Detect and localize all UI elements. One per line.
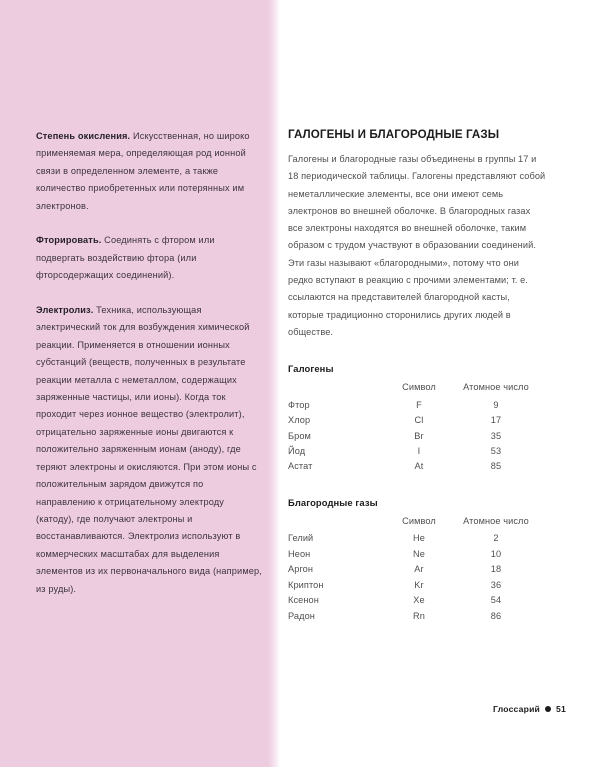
table-header-row	[288, 380, 538, 398]
table-row	[288, 609, 538, 624]
cell-symbol: Br	[414, 430, 424, 441]
cell-atomic-number: 9	[493, 399, 499, 410]
cell-atomic-number: 10	[490, 548, 502, 559]
cell-atomic-number: 53	[490, 446, 502, 457]
cell-symbol: F	[416, 399, 422, 410]
bullet-icon	[545, 706, 551, 712]
cell-symbol: Rn	[413, 610, 425, 621]
column-header-atomic-number: Атомное число	[463, 382, 529, 393]
cell-atomic-number: 54	[490, 595, 502, 606]
cell-element-name: Астат	[288, 461, 313, 472]
glossary-left-column	[36, 128, 264, 598]
cell-symbol: Kr	[414, 579, 424, 590]
glossary-entry	[36, 232, 264, 284]
column-header-symbol: Символ	[402, 515, 436, 526]
column-header-element	[288, 380, 384, 398]
table-row	[288, 459, 538, 474]
cell-element-name: Хлор	[288, 415, 311, 426]
article-right-column	[288, 128, 546, 624]
glossary-definition: Соединять с фтором или подвергать воздействию фтора (или фторсодержащих соединений).	[36, 235, 215, 281]
cell-element-name: Йод	[288, 446, 306, 457]
cell-atomic-number: 17	[490, 415, 502, 426]
glossary-definition: Техника, использующая электрический ток для возбуждения химической реакции. Применяется в отношении ионных субстанций (веществ, полученных в результате реакции металла с неметаллом, содержащих заряженные частицы, или ионы). Когда ток проходит через ионное вещество (электролит), отрицательно заряженные ионы двигаются к положительно заряженным ионам (аноду), где теряют электроны и окисляются. При этом ионы с положительным зарядом движутся по направлению к отрицательному электроду (катоду), где получают электроны и восстанавливаются. Электролиз используют в коммерческих масштабах для выделения элементов из их первоначального вида (например, из руды).	[36, 305, 263, 594]
glossary-entry	[36, 302, 264, 598]
glossary-term: Степень окисления.	[36, 131, 131, 141]
glossary-definition: Искусственная, но широко применяемая мера, определяющая род ионной связи в определенном элементе, а также количество приобретенных или потерянных им электронов.	[36, 131, 250, 211]
table-row	[288, 444, 538, 459]
table-title: Галогены	[288, 363, 334, 375]
cell-atomic-number: 36	[490, 579, 502, 590]
table-row	[288, 562, 538, 577]
halogens-table-block	[288, 363, 546, 475]
table-row	[288, 398, 538, 413]
cell-symbol: Ne	[413, 548, 425, 559]
table-row	[288, 413, 538, 428]
cell-atomic-number: 86	[490, 610, 502, 621]
section-body-text: Галогены и благородные газы объединены в группы 17 и 18 периодической таблицы. Галогены представляют собой неметаллические элементы, все они имеют семь электронов во внешней оболочке. В благородных газах все электроны находятся во внешней оболочке, таким образом с трудом участвуют в образовании соединений. Эти газы называют «благородными», потому что они редко вступают в реакцию с прочими элементами; т. е. ссылаются на представителей благородной касты, которые традиционно сторонились других людей в обществе.	[288, 154, 546, 337]
noble-gases-table	[288, 514, 538, 624]
footer-section-label: Глоссарий	[493, 704, 541, 714]
cell-atomic-number: 85	[490, 461, 502, 472]
table-header-row	[288, 514, 538, 532]
cell-symbol: Cl	[414, 415, 424, 426]
table-row	[288, 593, 538, 608]
table-row	[288, 578, 538, 593]
cell-element-name: Ксенон	[288, 595, 319, 606]
cell-element-name: Фтор	[288, 399, 310, 410]
cell-element-name: Гелий	[288, 533, 314, 544]
table-title: Благородные газы	[288, 496, 378, 508]
halogens-table	[288, 380, 538, 475]
cell-element-name: Радон	[288, 610, 315, 621]
cell-element-name: Аргон	[288, 564, 314, 575]
cell-symbol: He	[413, 533, 425, 544]
table-row	[288, 531, 538, 546]
glossary-term: Электролиз.	[36, 305, 94, 316]
section-heading: ГАЛОГЕНЫ И БЛАГОРОДНЫЕ ГАЗЫ	[288, 128, 500, 141]
cell-atomic-number: 2	[493, 533, 499, 544]
table-row	[288, 547, 538, 562]
cell-symbol: At	[414, 461, 424, 472]
table-row	[288, 429, 538, 444]
glossary-entry	[36, 128, 264, 215]
page-footer	[493, 704, 566, 714]
panel-edge-gradient	[268, 0, 280, 767]
cell-element-name: Бром	[288, 430, 311, 441]
cell-atomic-number: 18	[490, 564, 502, 575]
column-header-atomic-number: Атомное число	[463, 515, 529, 526]
cell-element-name: Криптон	[288, 579, 324, 590]
cell-symbol: I	[417, 446, 421, 457]
cell-symbol: Ar	[414, 564, 424, 575]
cell-symbol: Xe	[413, 595, 425, 606]
cell-element-name: Неон	[288, 548, 311, 559]
column-header-element	[288, 514, 384, 532]
cell-atomic-number: 35	[490, 430, 502, 441]
noble-gases-table-block	[288, 497, 546, 624]
page-number: 51	[556, 704, 566, 714]
glossary-term: Фторировать.	[36, 235, 102, 246]
column-header-symbol: Символ	[402, 382, 436, 393]
